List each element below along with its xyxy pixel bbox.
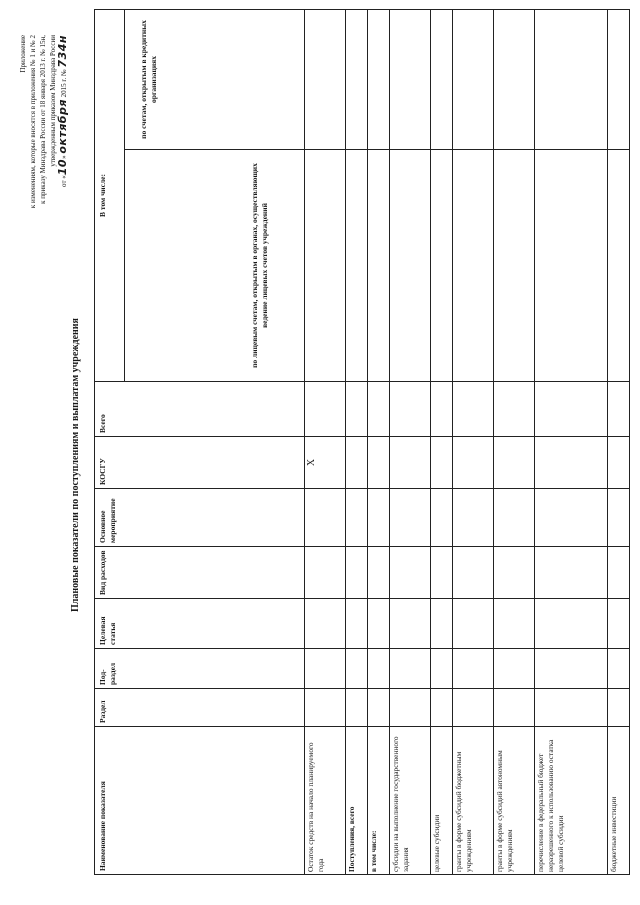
empty-cell [431, 150, 453, 382]
empty-cell [389, 489, 430, 547]
empty-cell [608, 547, 630, 599]
empty-cell [346, 547, 368, 599]
empty-cell [608, 599, 630, 649]
row-kosgu-cell [431, 437, 453, 489]
row-name: гранты в форме субсидий автономным учреждениям [494, 727, 535, 875]
table-row [608, 10, 630, 875]
empty-cell [452, 599, 493, 649]
empty-cell [535, 599, 608, 649]
table-row [431, 10, 453, 875]
empty-cell [368, 547, 390, 599]
empty-cell [431, 547, 453, 599]
row-name: Остаток средств на начало планируемого года [305, 727, 346, 875]
header-kreditnye: по счетам, открытым в кредитных организациях [125, 10, 305, 150]
header-licevye: по лицевым счетам, открытым в органах, осуществляющих ведение лицевых счетов учреждений [125, 150, 305, 382]
row-name: субсидии на выполнение государственного задания [389, 727, 430, 875]
row-kosgu-cell [535, 437, 608, 489]
empty-cell [494, 599, 535, 649]
row-name: целевые субсидии [431, 727, 453, 875]
handwritten-month: октября [56, 99, 69, 154]
empty-cell [389, 547, 430, 599]
empty-cell [389, 10, 430, 150]
header-razdel: Раздел [95, 689, 305, 727]
empty-cell [452, 689, 493, 727]
empty-cell [431, 382, 453, 437]
row-kosgu-cell [368, 437, 390, 489]
empty-cell [608, 689, 630, 727]
empty-cell [305, 382, 346, 437]
table-row [346, 10, 368, 875]
row-name: в том числе: [368, 727, 390, 875]
empty-cell [452, 10, 493, 150]
empty-cell [305, 599, 346, 649]
empty-cell [494, 649, 535, 689]
empty-cell [305, 689, 346, 727]
empty-cell [535, 382, 608, 437]
empty-cell [368, 150, 390, 382]
empty-cell [368, 689, 390, 727]
note-line-2: к изменениям, которые вносятся в приложения № 1 и № 2 [29, 35, 37, 209]
empty-cell [368, 649, 390, 689]
empty-cell [368, 599, 390, 649]
empty-cell [389, 150, 430, 382]
empty-cell [535, 150, 608, 382]
row-kosgu-cell [389, 437, 430, 489]
empty-cell [389, 649, 430, 689]
table-row [494, 10, 535, 875]
empty-cell [494, 689, 535, 727]
empty-cell [494, 382, 535, 437]
empty-cell [452, 382, 493, 437]
table-row [389, 10, 430, 875]
note-date-quote: » [60, 155, 68, 159]
header-v-tom-chisle: В том числе: [95, 10, 125, 382]
empty-cell [535, 547, 608, 599]
empty-cell [346, 382, 368, 437]
header-osnovnoe: Основное мероприятие [95, 489, 305, 547]
header-celevaya: Целевая статья [95, 599, 305, 649]
table-row [535, 10, 608, 875]
empty-cell [368, 489, 390, 547]
empty-cell [452, 547, 493, 599]
empty-cell [494, 489, 535, 547]
row-kosgu-cell [608, 437, 630, 489]
header-name: Наименование показателя [95, 727, 305, 875]
empty-cell [608, 489, 630, 547]
empty-cell [346, 150, 368, 382]
empty-cell [305, 489, 346, 547]
empty-cell [431, 689, 453, 727]
row-name: гранты в форме субсидий бюджетным учреждениям [452, 727, 493, 875]
empty-cell [494, 150, 535, 382]
empty-cell [452, 649, 493, 689]
empty-cell [431, 10, 453, 150]
note-line-4: утвержденным приказом Минздрава России [49, 35, 57, 167]
plan-indicators-table [94, 9, 630, 875]
empty-cell [535, 689, 608, 727]
note-line-1: Приложение [19, 35, 27, 73]
handwritten-day: 10 [56, 158, 69, 176]
empty-cell [346, 489, 368, 547]
row-name: Поступления, всего [346, 727, 368, 875]
empty-cell [452, 150, 493, 382]
empty-cell [368, 10, 390, 150]
row-name: бюджетные инвестиции [608, 727, 630, 875]
table-row [452, 10, 493, 875]
empty-cell [535, 489, 608, 547]
row-kosgu-cell [452, 437, 493, 489]
empty-cell [305, 10, 346, 150]
empty-cell [305, 150, 346, 382]
empty-cell [305, 649, 346, 689]
empty-cell [535, 10, 608, 150]
table-row [305, 10, 346, 875]
empty-cell [389, 599, 430, 649]
note-line-5 [58, 35, 69, 295]
note-line-3: к приказу Минздрава России от 18 января 2013 г. № 15н, [39, 35, 47, 204]
row-kosgu-cell [494, 437, 535, 489]
empty-cell [494, 10, 535, 150]
empty-cell [452, 489, 493, 547]
row-kosgu-cell: Х [305, 437, 346, 489]
handwritten-order-number: 734н [56, 35, 69, 68]
empty-cell [608, 150, 630, 382]
header-vsego: Всего [95, 382, 305, 437]
empty-cell [535, 649, 608, 689]
header-podrazdel: Под-раздел [95, 649, 305, 689]
header-kosgu: КОСГУ [95, 437, 305, 489]
empty-cell [608, 10, 630, 150]
empty-cell [346, 10, 368, 150]
note-year: 2015 г. № [60, 69, 68, 98]
note-date-prefix: от « [60, 175, 68, 187]
empty-cell [346, 649, 368, 689]
empty-cell [431, 599, 453, 649]
appendix-note [18, 35, 69, 295]
empty-cell [494, 547, 535, 599]
empty-cell [431, 489, 453, 547]
empty-cell [608, 382, 630, 437]
empty-cell [346, 599, 368, 649]
row-kosgu-cell [346, 437, 368, 489]
header-vid: Вид расходов [95, 547, 305, 599]
empty-cell [608, 649, 630, 689]
row-name: перечисление в федеральный бюджет неразрешенного к использованию остатка целевой субсидии [535, 727, 608, 875]
document-title: Плановые показатели по поступлениям и выплатам учреждения [70, 318, 81, 612]
empty-cell [305, 547, 346, 599]
table-body [305, 10, 630, 875]
empty-cell [389, 382, 430, 437]
empty-cell [346, 689, 368, 727]
empty-cell [389, 689, 430, 727]
empty-cell [368, 382, 390, 437]
table-row [368, 10, 390, 875]
empty-cell [431, 649, 453, 689]
